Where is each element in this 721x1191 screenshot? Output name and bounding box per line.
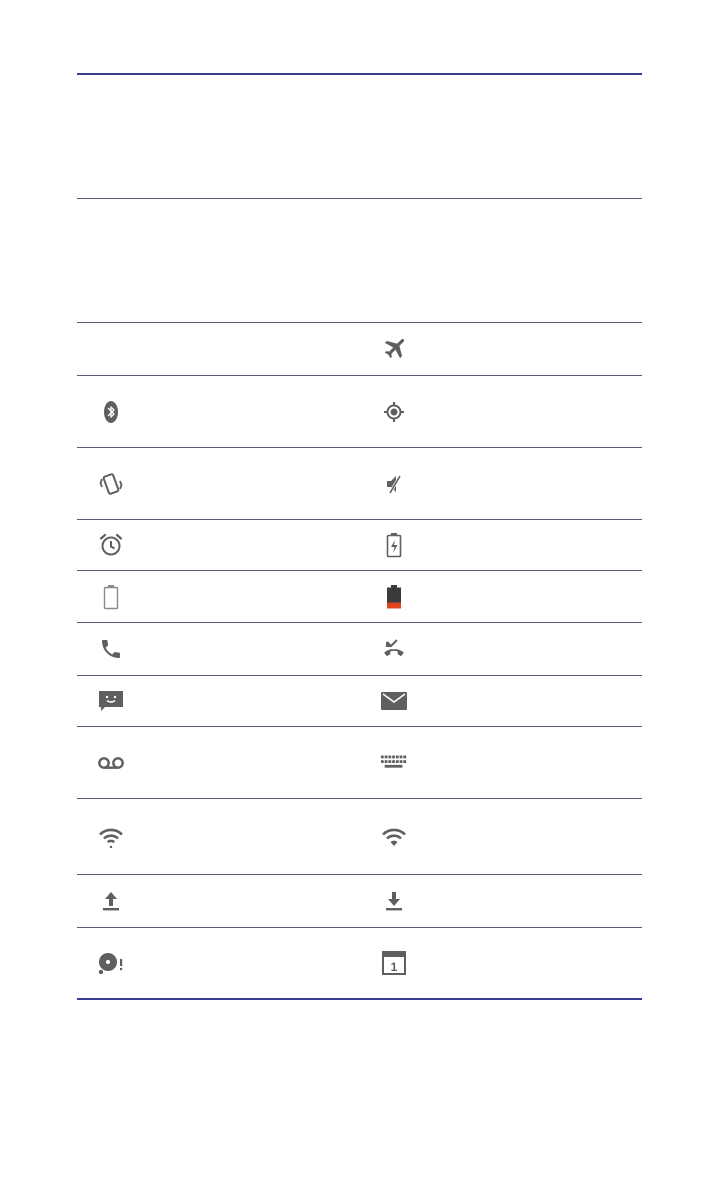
table-cell (380, 799, 408, 874)
table-row (77, 571, 642, 623)
table-row (77, 727, 642, 799)
new-email-icon (380, 687, 408, 715)
table-row (77, 799, 642, 875)
alarm-icon (97, 531, 125, 559)
gps-location-icon (380, 398, 408, 426)
silent-mode-icon (380, 470, 408, 498)
battery-empty-icon (97, 583, 125, 611)
table-cell (380, 571, 408, 622)
table-cell (97, 799, 125, 874)
bluetooth-icon (97, 398, 125, 426)
table-row (77, 448, 642, 520)
downloading-icon (380, 887, 408, 915)
table-cell (97, 875, 125, 927)
table-cell (97, 623, 125, 675)
table-row (77, 376, 642, 448)
table-cell (97, 727, 125, 798)
storage-warning-icon (97, 949, 125, 977)
table-row (77, 928, 642, 1000)
table-cell (97, 571, 125, 622)
keyboard-icon (380, 749, 408, 777)
table-cell (380, 676, 408, 726)
wifi-connected-icon (380, 823, 408, 851)
table-cell (380, 323, 408, 375)
wifi-available-icon (97, 823, 125, 851)
table-cell (380, 520, 408, 570)
table-cell (97, 676, 125, 726)
table-row (77, 520, 642, 571)
table-cell (380, 376, 408, 447)
table-cell (97, 928, 125, 998)
table-row (77, 875, 642, 928)
voicemail-icon (97, 749, 125, 777)
battery-low-icon (380, 583, 408, 611)
battery-charging-icon (380, 531, 408, 559)
table-cell (380, 448, 408, 519)
call-in-progress-icon (97, 635, 125, 663)
table-row (77, 323, 642, 376)
status-icons-table (77, 73, 642, 1000)
calendar-event-icon (380, 949, 408, 977)
new-message-icon (97, 687, 125, 715)
calendar-day-number: 1 (390, 960, 398, 974)
table-row (77, 73, 642, 199)
table-cell (380, 727, 408, 798)
table-cell (97, 376, 125, 447)
missed-call-icon (380, 635, 408, 663)
table-row (77, 623, 642, 676)
vibrate-mode-icon (97, 470, 125, 498)
table-cell (380, 928, 408, 998)
table-cell (97, 520, 125, 570)
table-row (77, 199, 642, 323)
airplane-mode-icon (380, 335, 408, 363)
table-cell (380, 875, 408, 927)
uploading-icon (97, 887, 125, 915)
table-cell (97, 448, 125, 519)
table-row (77, 676, 642, 727)
table-cell (380, 623, 408, 675)
